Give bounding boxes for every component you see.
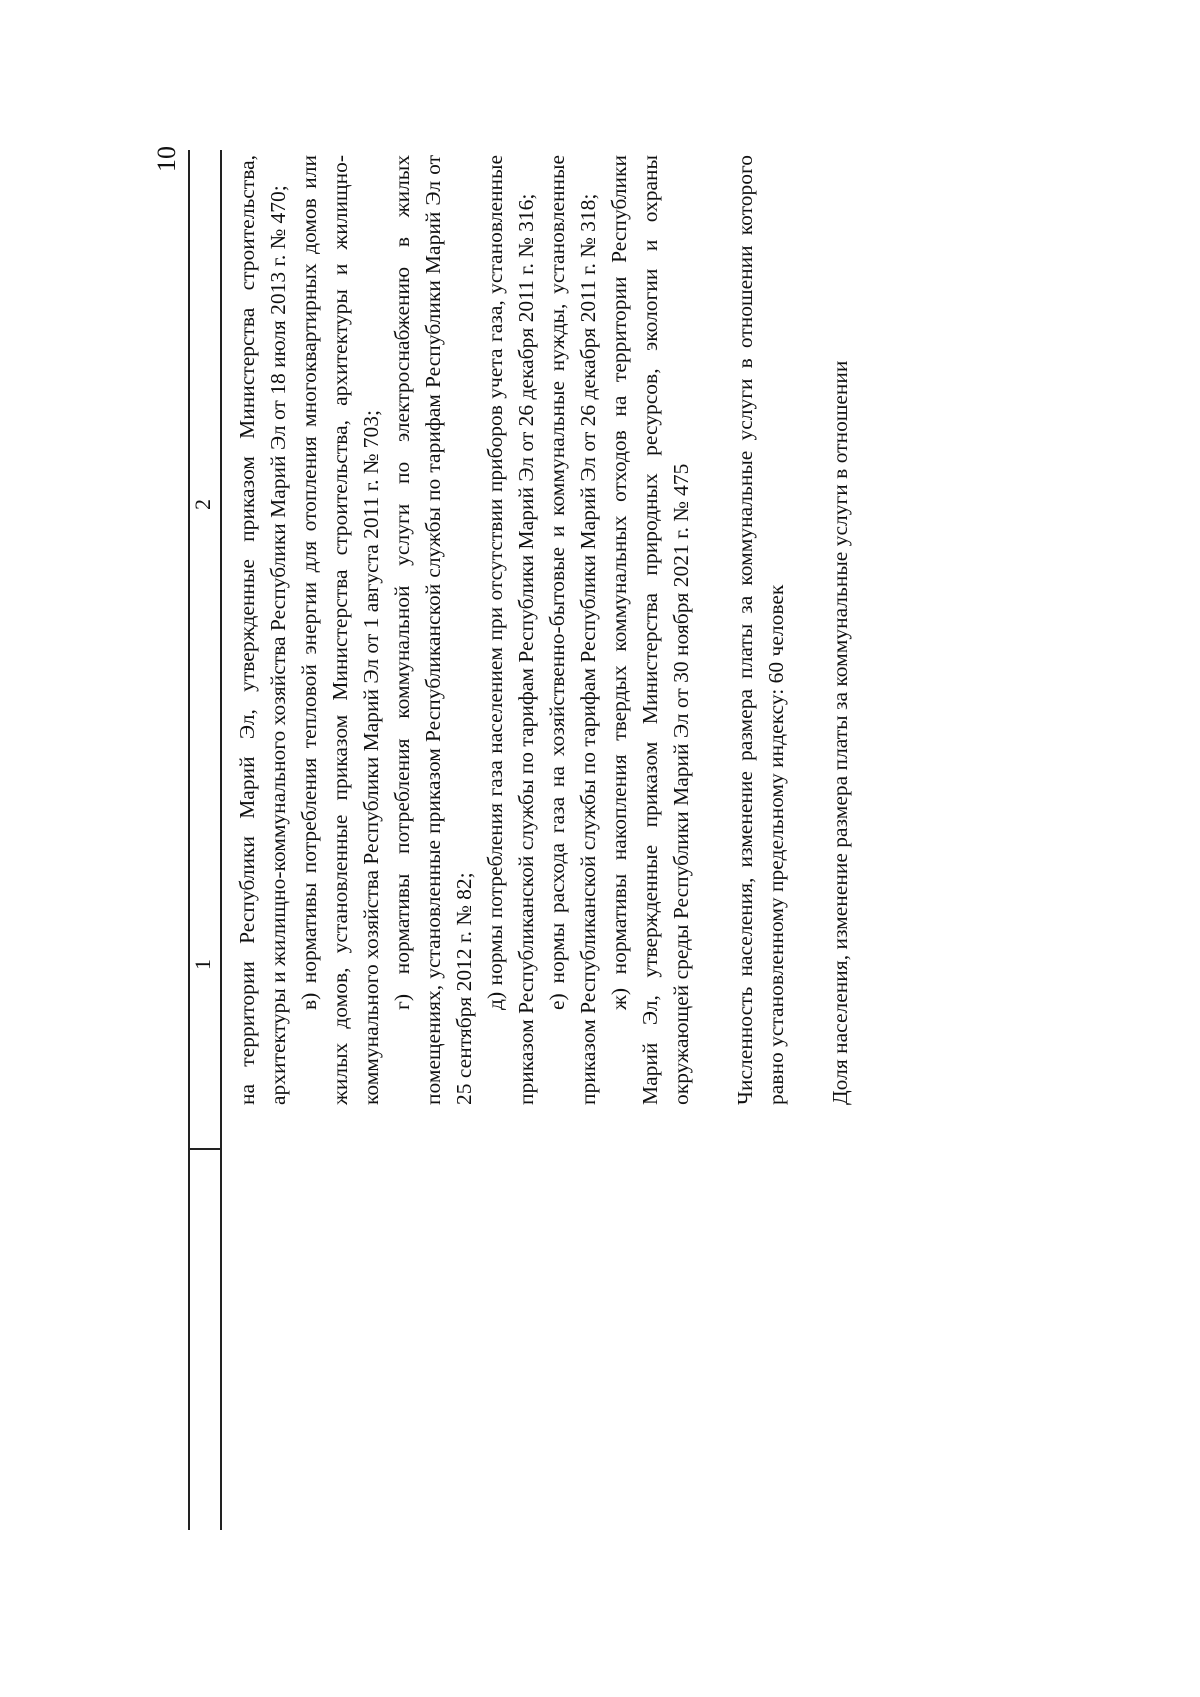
paragraph-item-d: д) нормы потребления газа населением при отсутствии приборов учета газа, установленные приказом Республиканской службы по тарифам Республики Марий Эл от 26 декабря 2011 г. № 316; [483, 155, 538, 1105]
paragraph-population-share: Доля населения, изменение размера платы за коммунальные услуги в отношении [828, 360, 852, 1105]
table-top-border [188, 150, 190, 1530]
column-header-1: 1 [190, 959, 215, 970]
paragraph-continuation: на территории Республики Марий Эл, утвержденные приказом Министерства строительства, архитектуры и жилищно-коммунального хозяйства Республики Марий Эл от 18 июля 2013 г. № 470; [235, 155, 290, 1105]
table-cell-text [232, 155, 856, 1105]
paragraph-item-g: г) нормативы потребления коммунальной услуги по электроснабжению в жилых помещениях, установленные приказом Республиканской службы по тарифам Республики Марий Эл от 25 сентября 2012 г. № 82; [390, 155, 476, 1105]
table-header-border [220, 150, 222, 1530]
paragraph-item-zh: ж) нормативы накопления твердых коммунальных отходов на территории Республики Марий Эл, утвержденные приказом Министерства природных ресурсов, экологии и охраны окружающей среды Республики Марий Эл от 30 ноября 2021 г. № 475 [607, 155, 693, 1105]
table-column-divider [188, 1148, 222, 1150]
paragraph-item-e: е) нормы расхода газа на хозяйственно-бытовые и коммунальные нужды, установленные приказом Республиканской службы по тарифам Республики Марий Эл от 26 декабря 2011 г. № 318; [545, 155, 600, 1105]
paragraph-item-v: в) нормативы потребления тепловой энергии для отопления многоквартирных домов или жилых домов, установленные приказом Министерства строительства, архитектуры и жилищно-коммунального хозяйства Республики Марий Эл от 1 августа 2011 г. № 703; [297, 155, 383, 1105]
column-header-2: 2 [190, 499, 215, 510]
page-number: 10 [152, 146, 181, 172]
rotated-page [152, 146, 1120, 1530]
paragraph-population-count: Численность населения, изменение размера платы за коммунальные услуги в отношении которого равно установленному предельному индексу: 60 человек [733, 155, 788, 1105]
